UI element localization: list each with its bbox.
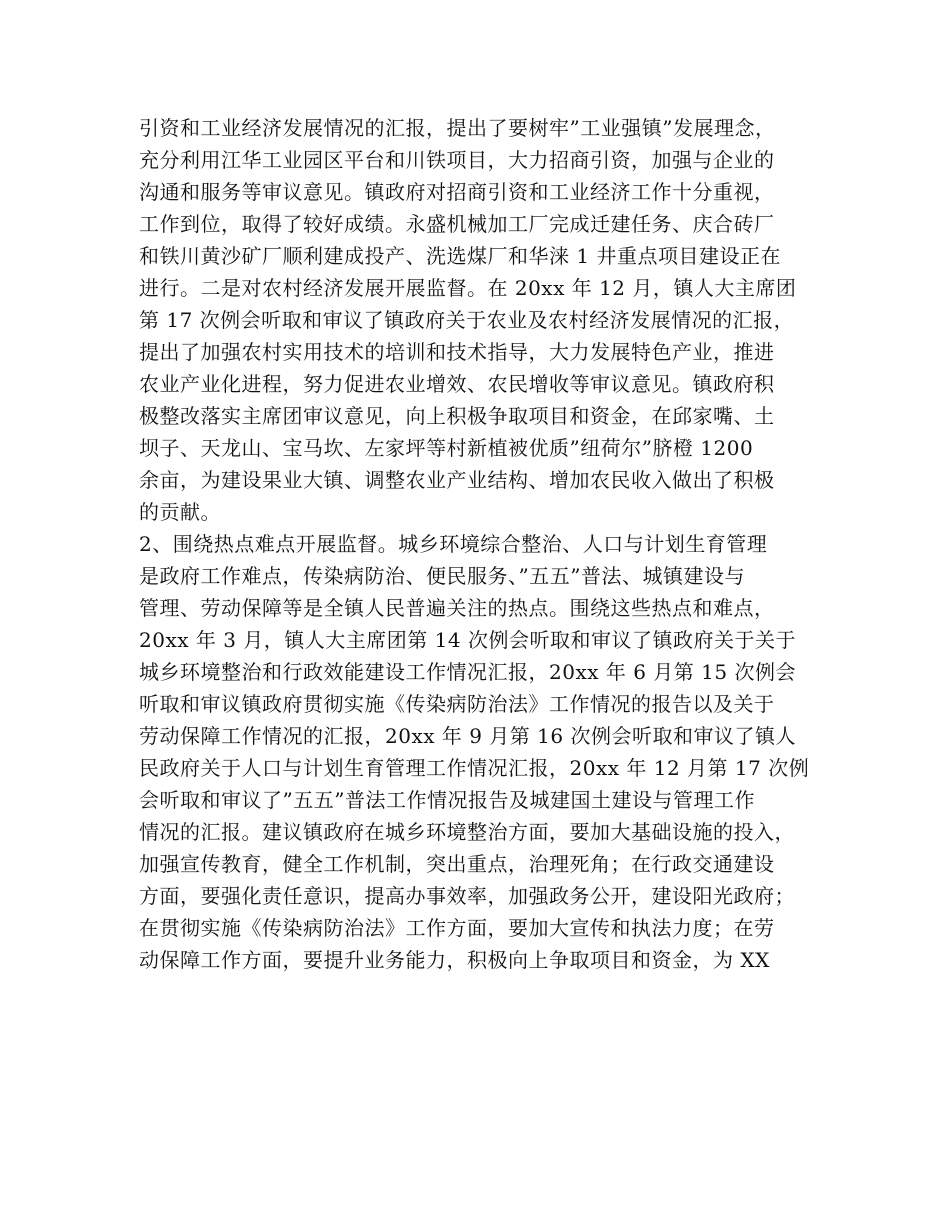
text-line: 是政府工作难点，传染病防治、便民服务、”五五”普法、城镇建设与 (139, 564, 745, 588)
text-line: 加强宣传教育，健全工作机制，突出重点，治理死角；在行政交通建设 (139, 852, 775, 876)
text-line: 情况的汇报。建议镇政府在城乡环境整治方面，要加大基础设施的投入， (139, 820, 795, 844)
text-line: 方面，要强化责任意识，提高办事效率，加强政务公开，建设阳光政府； (139, 884, 795, 908)
text-line: 提出了加强农村实用技术的培训和技术指导，大力发展特色产业，推进 (139, 340, 775, 364)
text-line: 余亩，为建设果业大镇、调整农业产业结构、增加农民收入做出了积极 (139, 468, 775, 492)
text-line: 沟通和服务等审议意见。镇政府对招商引资和工业经济工作十分重视， (139, 180, 775, 204)
text-line: 听取和审议镇政府贯彻实施《传染病防治法》工作情况的报告以及关于 (139, 692, 775, 716)
text-line: 动保障工作方面，要提升业务能力，积极向上争取项目和资金，为 XX (139, 948, 770, 972)
body-text (139, 112, 839, 976)
text-line: 第 17 次例会听取和审议了镇政府关于农业及农村经济发展情况的汇报， (139, 308, 795, 332)
text-line: 城乡环境整治和行政效能建设工作情况汇报，20xx 年 6 月第 15 次例会 (139, 660, 796, 684)
text-line: 引资和工业经济发展情况的汇报，提出了要树牢”工业强镇”发展理念， (139, 116, 776, 140)
text-line: 进行。二是对农村经济发展开展监督。在 20xx 年 12 月，镇人大主席团 (139, 276, 797, 300)
text-line: 20xx 年 3 月，镇人大主席团第 14 次例会听取和审议了镇政府关于关于 (139, 628, 796, 652)
text-line: 坝子、天龙山、宝马坎、左家坪等村新植被优质”纽荷尔”脐橙 1200 (139, 436, 754, 460)
text-line: 的贡献。 (139, 500, 221, 524)
text-line: 会听取和审议了”五五”普法工作情况报告及城建国土建设与管理工作 (139, 788, 755, 812)
text-line: 管理、劳动保障等是全镇人民普遍关注的热点。围绕这些热点和难点， (139, 596, 775, 620)
text-line: 农业产业化进程，努力促进农业增效、农民增收等审议意见。镇政府积 (139, 372, 775, 396)
text-line: 和铁川黄沙矿厂顺利建成投产、洗选煤厂和华涞 1 井重点项目建设正在 (139, 244, 781, 268)
text-line: 充分利用江华工业园区平台和川铁项目，大力招商引资，加强与企业的 (139, 148, 775, 172)
text-line: 民政府关于人口与计划生育管理工作情况汇报，20xx 年 12 月第 17 次例 (139, 756, 810, 780)
text-line: 劳动保障工作情况的汇报，20xx 年 9 月第 16 次例会听取和审议了镇人 (139, 724, 796, 748)
text-line: 工作到位，取得了较好成绩。永盛机械加工厂完成迁建任务、庆合砖厂 (139, 212, 775, 236)
text-line: 在贯彻实施《传染病防治法》工作方面，要加大宣传和执法力度；在劳 (139, 916, 775, 940)
text-line: 2、围绕热点难点开展监督。城乡环境综合整治、人口与计划生育管理 (139, 532, 768, 556)
text-line: 极整改落实主席团审议意见，向上积极争取项目和资金，在邱家嘴、土 (139, 404, 775, 428)
